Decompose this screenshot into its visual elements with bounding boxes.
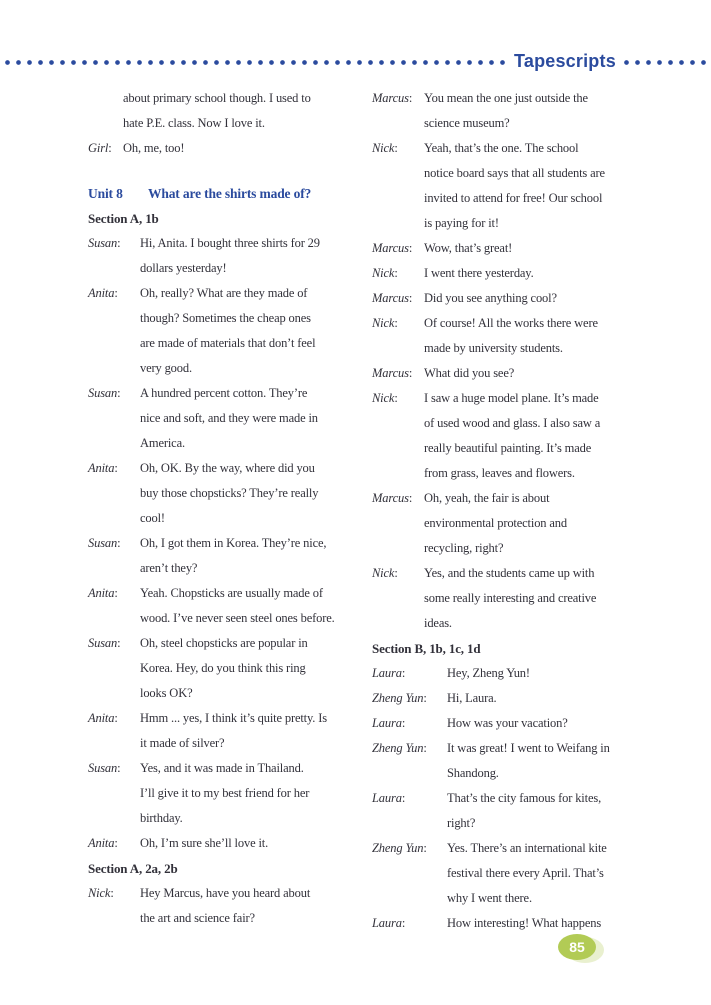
dialogue-turn [88,531,372,581]
text-line: recycling, right? [424,541,504,555]
dialogue-turn [372,836,711,911]
dotted-rule-left-icon [5,60,506,65]
dialogue-turn [372,486,711,561]
dialogue-text [140,381,372,456]
section-heading: Section A, 2a, 2b [88,861,178,876]
speaker-label: Marcus : [372,286,424,311]
dialogue-text [424,136,711,236]
text-line: Oh, really? What are they made of [140,286,308,300]
dialogue-turn [372,911,711,936]
unit-title: What are the shirts made of? [148,186,312,201]
text-line: Yeah. Chopsticks are usually made of [140,586,323,600]
dialogue-text [424,286,711,311]
page-title: Tapescripts [514,50,616,71]
dialogue-text [140,531,372,581]
dialogue-turn [372,311,711,361]
speaker-label: Anita : [88,706,140,731]
text-line: Hmm ... yes, I think it’s quite pretty. Is [140,711,327,725]
text-line: How was your vacation? [447,716,568,730]
dialogue-text [447,836,711,911]
dialogue-turn [372,786,711,836]
text-line: Shandong. [447,766,499,780]
speaker-label: Laura : [372,661,447,686]
speaker-label: Laura : [372,786,447,811]
dialogue-turn [372,136,711,236]
dialogue-text [140,831,372,856]
text-line: are made of materials that don’t feel [140,336,316,350]
text-line: What did you see? [424,366,515,380]
dialogue-turn [88,706,372,756]
text-line: really beautiful painting. It’s made [424,441,592,455]
page-header [0,51,711,73]
right-column [372,86,711,936]
text-line: made by university students. [424,341,563,355]
text-line: Yeah, that’s the one. The school [424,141,579,155]
speaker-label [88,86,123,111]
dialogue-turn [372,361,711,386]
text-line: why I went there. [447,891,532,905]
text-line: science museum? [424,116,510,130]
text-line: America. [140,436,185,450]
text-line: notice board says that all students are [424,166,605,180]
speaker-label: Anita : [88,581,140,606]
dialogue-text [140,581,372,631]
text-line: I went there yesterday. [424,266,534,280]
speaker-label: Nick : [372,136,424,161]
dialogue-text [424,86,711,136]
speaker-label: Anita : [88,831,140,856]
text-line: You mean the one just outside the [424,91,588,105]
speaker-label: Marcus : [372,361,424,386]
speaker-label: Marcus : [372,86,424,111]
text-line: is paying for it! [424,216,499,230]
dialogue-text [424,486,711,561]
text-line: A hundred percent cotton. They’re [140,386,308,400]
dialogue-text [140,756,372,831]
text-line: Korea. Hey, do you think this ring [140,661,306,675]
text-line: Oh, I got them in Korea. They’re nice, [140,536,327,550]
text-line: aren’t they? [140,561,198,575]
text-line: How interesting! What happens [447,916,602,930]
text-line: Hi, Anita. I bought three shirts for 29 [140,236,320,250]
dialogue-turn [88,631,372,706]
dialogue-text [140,706,372,756]
text-line: nice and soft, and they were made in [140,411,318,425]
section-heading: Section B, 1b, 1c, 1d [372,641,481,656]
text-line: Yes, and the students came up with [424,566,595,580]
dialogue-text [447,786,711,836]
speaker-label: Nick : [372,261,424,286]
speaker-label: Zheng Yun : [372,686,447,711]
speaker-label: Marcus : [372,236,424,261]
dialogue-text [123,86,372,136]
speaker-label: Anita : [88,456,140,481]
dialogue-continuation [88,86,372,136]
left-column [88,86,372,931]
dialogue-turn [372,286,711,311]
dialogue-turn [88,381,372,456]
text-line: Hey, Zheng Yun! [447,666,530,680]
dialogue-text [424,311,711,361]
text-line: Did you see anything cool? [424,291,557,305]
dialogue-text [447,736,711,786]
dialogue-turn [88,881,372,931]
section-heading: Section A, 1b [88,211,159,226]
text-line: Oh, steel chopsticks are popular in [140,636,308,650]
text-line: I’ll give it to my best friend for her [140,786,310,800]
text-line: right? [447,816,476,830]
text-line: about primary school though. I used to [123,91,311,105]
text-line: wood. I’ve never seen steel ones before. [140,611,335,625]
dialogue-turn [372,561,711,636]
dialogue-text [140,881,372,931]
dialogue-text [140,281,372,381]
text-line: hate P.E. class. Now I love it. [123,116,265,130]
dialogue-text [447,911,711,936]
text-line: Hey Marcus, have you heard about [140,886,311,900]
dialogue-turn [88,231,372,281]
dialogue-turn [372,686,711,711]
dialogue-text [447,661,711,686]
unit-number: Unit 8 [88,186,123,201]
dialogue-turn [372,711,711,736]
dialogue-turn [372,661,711,686]
text-line: dollars yesterday! [140,261,227,275]
dialogue-text [123,136,372,161]
text-line: though? Sometimes the cheap ones [140,311,311,325]
text-line: Yes. There’s an international kite [447,841,607,855]
speaker-label: Nick : [372,561,424,586]
dialogue-turn [372,261,711,286]
text-line: buy those chopsticks? They’re really [140,486,319,500]
text-line: That’s the city famous for kites, [447,791,602,805]
dialogue-text [140,631,372,706]
speaker-label: Zheng Yun : [372,736,447,761]
text-line: Oh, me, too! [123,141,185,155]
text-line: very good. [140,361,192,375]
page-number-badge [558,934,596,960]
text-line: birthday. [140,811,183,825]
speaker-label: Laura : [372,711,447,736]
text-line: Wow, that’s great! [424,241,513,255]
speaker-label: Susan : [88,631,140,656]
text-line: festival there every April. That’s [447,866,604,880]
text-line: looks OK? [140,686,193,700]
dialogue-text [424,261,711,286]
speaker-label: Anita : [88,281,140,306]
text-line: cool! [140,511,165,525]
speaker-label: Susan : [88,531,140,556]
speaker-label: Laura : [372,911,447,936]
dotted-rule-right-icon [624,60,711,65]
speaker-label: Zheng Yun : [372,836,447,861]
dialogue-text [447,686,711,711]
dialogue-text [424,236,711,261]
dialogue-text [140,231,372,281]
text-line: Oh, yeah, the fair is about [424,491,550,505]
text-line: some really interesting and creative [424,591,597,605]
text-line: Oh, OK. By the way, where did you [140,461,315,475]
dialogue-turn [372,736,711,786]
text-line: Oh, I’m sure she’ll love it. [140,836,269,850]
dialogue-turn [372,86,711,136]
dialogue-turn [88,136,372,161]
text-line: from grass, leaves and flowers. [424,466,575,480]
text-line: Yes, and it was made in Thailand. [140,761,304,775]
text-line: it made of silver? [140,736,225,750]
dialogue-text [447,711,711,736]
text-line: of used wood and glass. I also saw a [424,416,601,430]
dialogue-turn [88,756,372,831]
text-line: It was great! I went to Weifang in [447,741,610,755]
speaker-label: Nick : [372,386,424,411]
speaker-label: Marcus : [372,486,424,511]
text-line: environmental protection and [424,516,567,530]
speaker-label: Nick : [88,881,140,906]
tapescript-content [0,86,711,1005]
page-number: 85 [569,939,585,955]
text-line: the art and science fair? [140,911,255,925]
speaker-label: Susan : [88,756,140,781]
dialogue-turn [88,456,372,531]
dialogue-turn [372,386,711,486]
dialogue-turn [88,581,372,631]
dialogue-turn [88,831,372,856]
dialogue-text [424,386,711,486]
speaker-label: Susan : [88,231,140,256]
dialogue-text [424,361,711,386]
text-line: I saw a huge model plane. It’s made [424,391,599,405]
speaker-label: Nick : [372,311,424,336]
dialogue-turn [372,236,711,261]
dialogue-turn [88,281,372,381]
dialogue-text [424,561,711,636]
text-line: ideas. [424,616,452,630]
text-line: Of course! All the works there were [424,316,598,330]
dialogue-text [140,456,372,531]
speaker-label: Girl : [88,136,123,161]
unit-heading [88,181,372,206]
text-line: invited to attend for free! Our school [424,191,603,205]
speaker-label: Susan : [88,381,140,406]
text-line: Hi, Laura. [447,691,497,705]
